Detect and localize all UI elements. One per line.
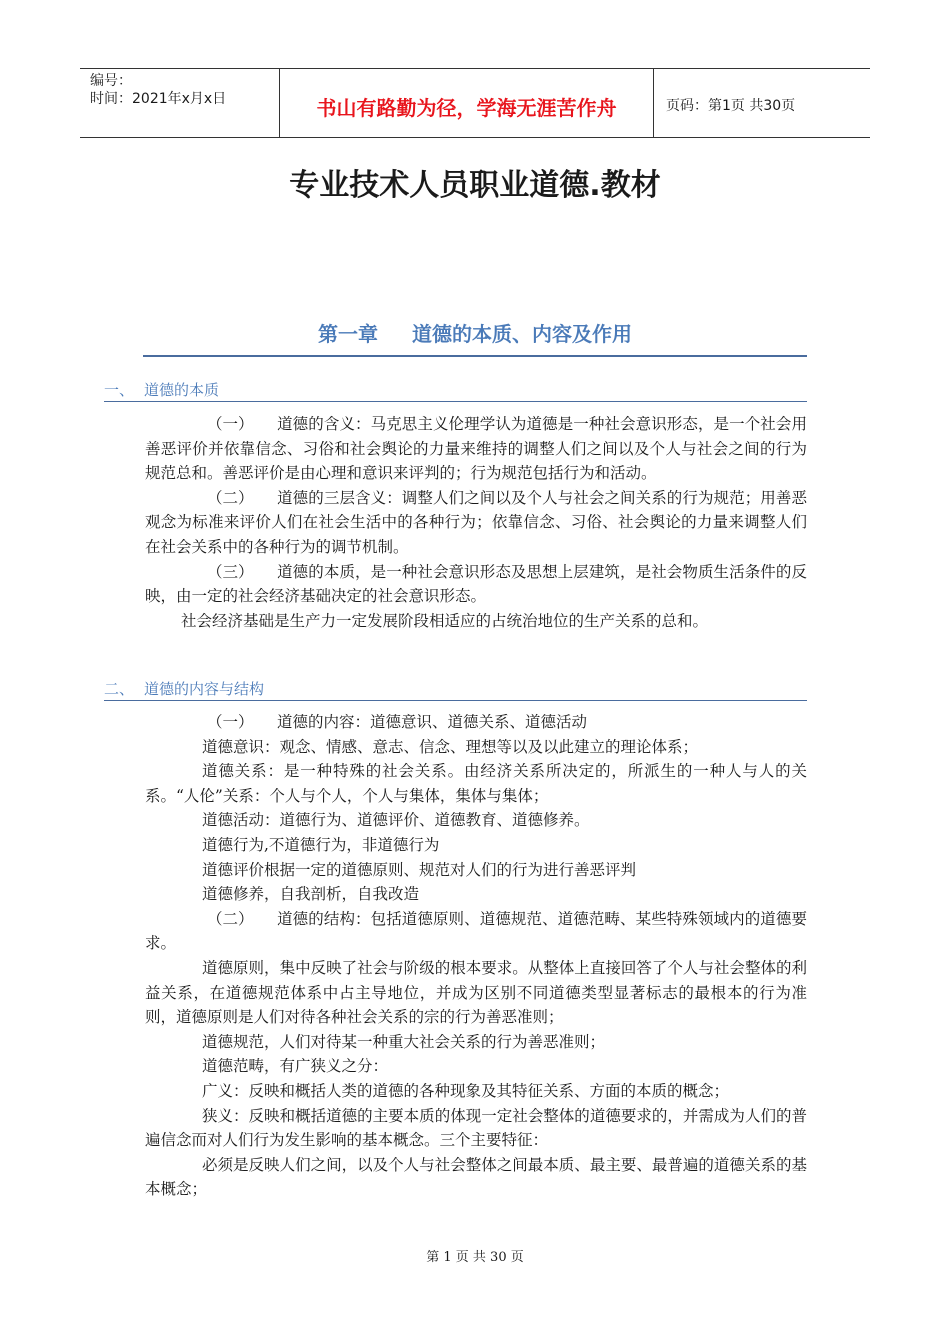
paragraph: 狭义：反映和概括道德的主要本质的体现一定社会整体的道德要求的，并需成为人们的普遍信念而对人们行为发生影响的基本概念。三个主要特征： <box>145 1106 807 1150</box>
section-1-body <box>145 412 807 633</box>
section-number: 一、 <box>104 381 135 399</box>
paragraph: 广义：反映和概括人类的道德的各种现象及其特征关系、方面的本质的概念； <box>202 1081 730 1100</box>
section-heading-1 <box>104 379 219 400</box>
paragraph: 必须是反映人们之间，以及个人与社会整体之间最本质、最主要、最普遍的道德关系的基本概念； <box>145 1155 807 1199</box>
paragraph: 道德评价根据一定的道德原则、规范对人们的行为进行善恶评判 <box>202 860 637 879</box>
paragraph: 社会经济基础是生产力一定发展阶段相适应的占统治地位的生产关系的总和。 <box>181 611 709 630</box>
paragraph: （一） 道德的含义：马克思主义伦理学认为道德是一种社会意识形态，是一个社会用善恶评价并依靠信念、习俗和社会舆论的力量来维持的调整人们之间以及个人与社会之间的行为规范总和。善恶评价是由心理和意识来评判的；行为规范包括行为和活动。 <box>145 415 807 483</box>
section-2-body <box>145 710 807 1202</box>
section-number: 二、 <box>104 680 135 698</box>
paragraph: 道德意识：观念、情感、意志、信念、理想等以及以此建立的理论体系； <box>202 737 699 756</box>
chapter-name: 道德的本质、内容及作用 <box>412 322 632 346</box>
paragraph: 道德修养，自我剖析，自我改造 <box>202 885 420 904</box>
header-table <box>80 68 870 138</box>
section-heading-2 <box>104 678 264 699</box>
paragraph: 道德范畴，有广狭义之分： <box>202 1057 389 1076</box>
paragraph: 道德原则，集中反映了社会与阶级的根本要求。从整体上直接回答了个人与社会整体的利益关系，在道德规范体系中占主导地位，并成为区别不同道德类型显著标志的最根本的行为准则，道德原则是人们对待各种社会关系的宗的行为善恶准则； <box>145 958 807 1027</box>
section-divider <box>104 700 807 701</box>
section-divider <box>104 401 807 402</box>
chapter-heading <box>143 318 807 347</box>
paragraph: （三） 道德的本质，是一种社会意识形态及思想上层建筑，是社会物质生活条件的反映，由一定的社会经济基础决定的社会意识形态。 <box>145 562 807 606</box>
paragraph: （一） 道德的内容：道德意识、道德关系、道德活动 <box>207 713 588 731</box>
section-title: 道德的内容与结构 <box>144 680 265 698</box>
paragraph: 道德规范，人们对待某一种重大社会关系的行为善恶准则； <box>202 1032 606 1051</box>
paragraph: 道德行为,不道德行为，非道德行为 <box>202 835 440 854</box>
header-motto: 书山有路勤为径，学海无涯苦作舟 <box>280 69 654 137</box>
chapter-number: 第一章 <box>318 322 378 346</box>
paragraph: 道德活动：道德行为、道德评价、道德教育、道德修养。 <box>202 811 590 830</box>
document-title: 专业技术人员职业道德.教材 <box>289 168 661 203</box>
header-meta <box>80 69 280 137</box>
paragraph: 道德关系：是一种特殊的社会关系。由经济关系所决定的，所派生的一种人与人的关系。“人伦”关系：个人与个人，个人与集体，集体与集体； <box>145 762 807 805</box>
number-label: 编号： <box>90 73 132 89</box>
page-footer: 第 1 页 共 30 页 <box>426 1250 524 1265</box>
chapter-divider <box>143 355 807 357</box>
header-page-info: 页码：第1页 共30页 <box>666 98 796 114</box>
paragraph: （二） 道德的结构：包括道德原则、道德规范、道德范畴、某些特殊领域内的道德要求。 <box>145 909 807 953</box>
section-title: 道德的本质 <box>144 381 220 399</box>
paragraph: （二） 道德的三层含义：调整人们之间以及个人与社会之间关系的行为规范；用善恶观念为标准来评价人们在社会生活中的各种行为；依靠信念、习俗、社会舆论的力量来调整人们在社会关系中的各种行为的调节机制。 <box>145 488 807 556</box>
time-label: 时间：2021年x月x日 <box>90 91 227 107</box>
